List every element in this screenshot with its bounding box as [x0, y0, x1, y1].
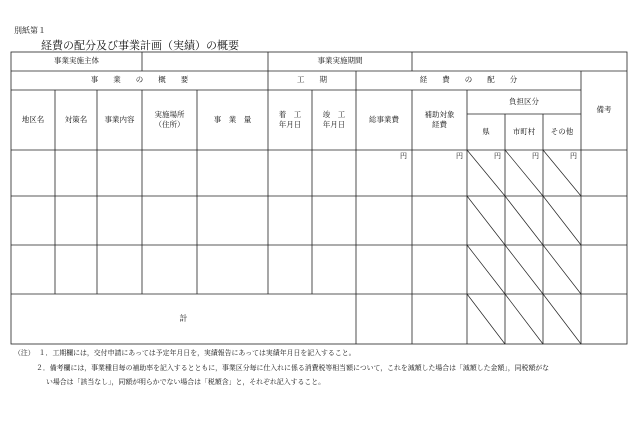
- note-1: [14, 350, 356, 357]
- col-end-line1: 竣 工: [322, 109, 346, 119]
- col-place-line2: （住所）: [154, 120, 185, 129]
- col-subsidy: [412, 90, 467, 150]
- col-municipality: 市町村: [512, 126, 536, 136]
- col-volume: 事 業 量: [213, 114, 252, 124]
- note-item-2-line1: ２．備考欄には，事業種目毎の補助率を記入するとともに，事業区分毎に仕入れに係る消費税等相当額について，これを減額した場合は「減額した金額」，同税額がな: [36, 364, 550, 372]
- unit-prefecture: 円: [494, 152, 501, 160]
- unit-subsidy: 円: [456, 152, 463, 160]
- col-start-line2: 年月日: [278, 120, 302, 129]
- note-item-2-line2: い場合は「該当なし」，同額が明らかでない場合は「税額含」と，それぞれ記入すること。: [46, 378, 326, 386]
- col-other: その他: [550, 126, 574, 136]
- period-group-header: 工 期: [297, 75, 327, 85]
- expense-group-header: 経 費 の 配 分: [419, 75, 518, 85]
- unit-other: 円: [570, 152, 577, 160]
- col-end: [312, 90, 356, 150]
- remarks-header: 備考: [596, 105, 612, 115]
- unit-total: 円: [400, 152, 407, 160]
- period-label: 事業実施期間: [317, 56, 363, 66]
- implementer-value[interactable]: [142, 52, 268, 71]
- col-total: 総事業費: [369, 114, 399, 124]
- col-start-line1: 着 工: [278, 109, 302, 119]
- note-item-1: １．工期欄には，交付申請にあっては予定年月日を，実績報告にあっては実績年月日を記入すること。: [38, 349, 356, 357]
- col-place-line1: 実施場所: [154, 109, 185, 119]
- col-start: [268, 90, 312, 150]
- annex-label: 別紙第１: [14, 26, 46, 35]
- unit-municipality: 円: [532, 152, 539, 160]
- total-row-label: 計: [179, 313, 188, 323]
- col-place: [142, 90, 197, 150]
- col-burden: 負担区分: [509, 96, 539, 106]
- col-content: 事業内容: [104, 114, 135, 124]
- note-prefix: （注）: [14, 349, 35, 357]
- page-title: 経費の配分及び事業計画（実績）の概要: [41, 39, 239, 52]
- implementer-label: 事業実施主体: [54, 56, 99, 66]
- col-area: 地区名: [21, 114, 45, 124]
- col-prefecture: 県: [482, 126, 490, 136]
- col-target: 対策名: [64, 114, 88, 124]
- col-subsidy-line2: 経費: [432, 120, 447, 129]
- period-value[interactable]: [412, 52, 627, 71]
- col-subsidy-line1: 補助対象: [424, 109, 455, 119]
- overview-group-header: 事 業 の 概 要: [90, 75, 189, 85]
- col-end-line2: 年月日: [322, 120, 346, 129]
